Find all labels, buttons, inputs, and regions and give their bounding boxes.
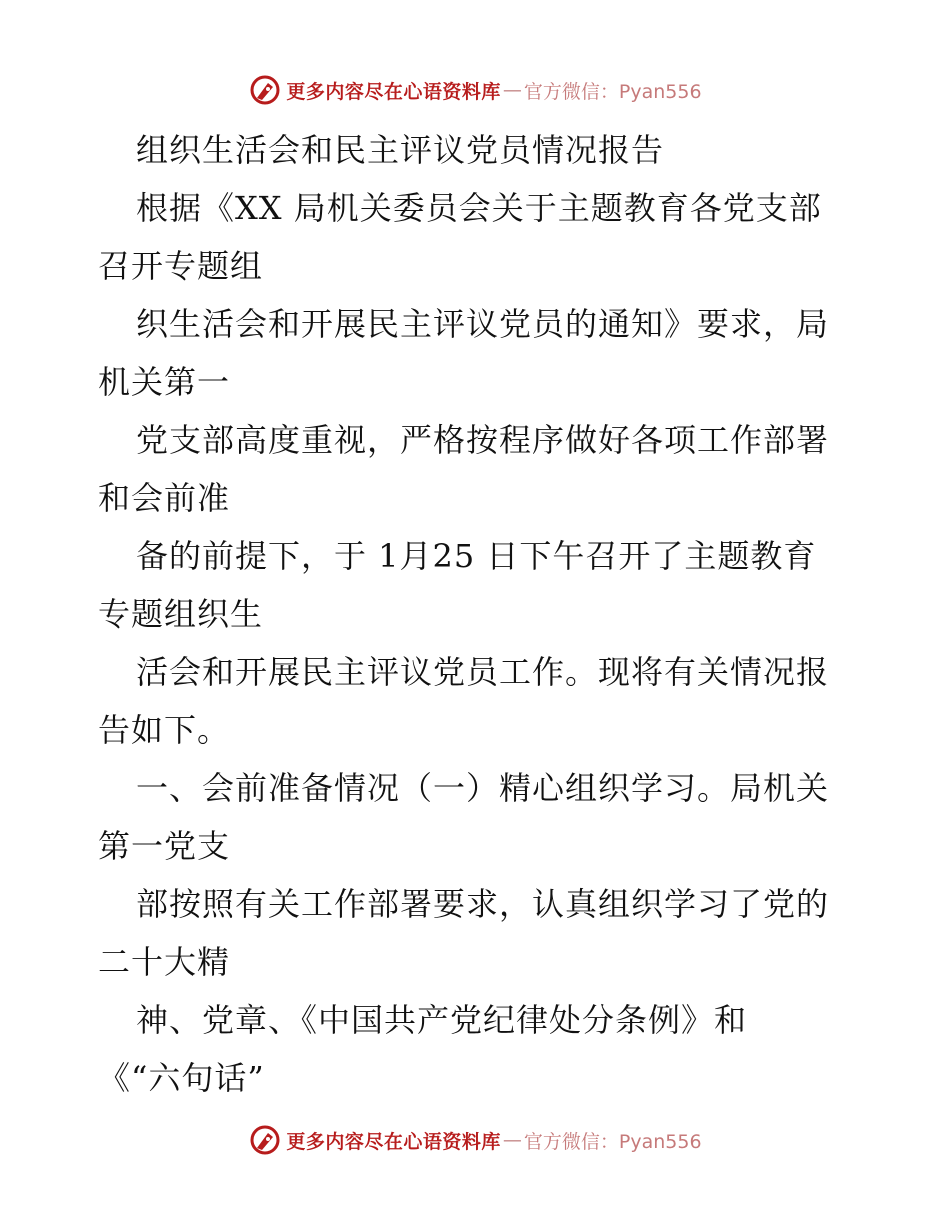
pen-nib-logo-icon <box>248 73 282 107</box>
paragraph-line: 备的前提下，于 1月25 日下午召开了主题教育 <box>136 537 817 575</box>
header-watermark <box>0 70 950 110</box>
paragraph-line: 机关第一 <box>98 363 231 401</box>
paragraph-line: 召开专题组 <box>98 247 264 285</box>
paragraph-line: 根据《XX 局机关委员会关于主题教育各党支部 <box>136 189 822 227</box>
section-heading-line: 一、会前准备情况（一）精心组织学习。局机关 <box>136 769 830 807</box>
footer-watermark <box>0 1120 950 1160</box>
pen-nib-logo-icon <box>248 1123 282 1157</box>
paragraph-line: 织生活会和开展民主评议党员的通知》要求，局 <box>136 305 830 343</box>
paragraph-line: 部按照有关工作部署要求，认真组织学习了党的 <box>136 885 830 923</box>
paragraph-line: 神、党章、《中国共产党纪律处分条例》和 <box>136 1001 748 1039</box>
watermark-separator: — <box>502 79 522 101</box>
watermark-brand: 更多内容尽在心语资料库 <box>286 1130 501 1153</box>
paragraph-line: 第一党支 <box>98 827 231 865</box>
document-title: 组织生活会和民主评议党员情况报告 <box>136 131 665 169</box>
paragraph-line: 《“六句话” <box>98 1059 265 1097</box>
paragraph-line: 和会前准 <box>98 479 231 517</box>
paragraph-line: 告如下。 <box>98 711 231 749</box>
watermark-wechat: 官方微信：Pyan556 <box>523 80 702 103</box>
watermark-brand: 更多内容尽在心语资料库 <box>286 80 501 103</box>
paragraph-line: 专题组织生 <box>98 595 264 633</box>
watermark-wechat: 官方微信：Pyan556 <box>523 1130 702 1153</box>
watermark-separator: — <box>502 1129 522 1151</box>
paragraph-line: 二十大精 <box>98 943 231 981</box>
paragraph-line: 活会和开展民主评议党员工作。现将有关情况报 <box>136 653 830 691</box>
paragraph-line: 党支部高度重视，严格按程序做好各项工作部署 <box>136 421 830 459</box>
